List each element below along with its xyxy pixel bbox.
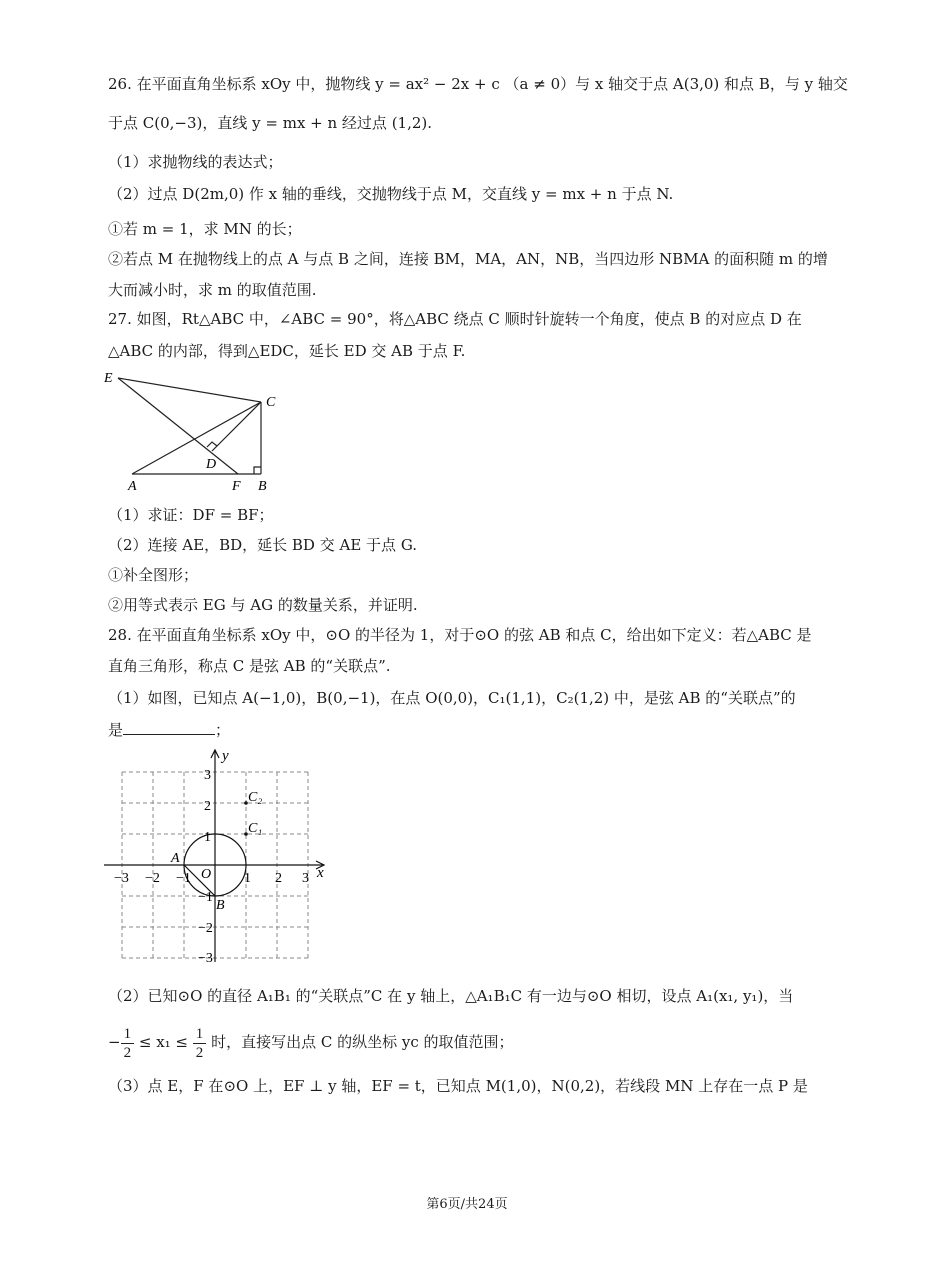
fraction-denominator: 2	[195, 1044, 204, 1061]
q28-part2-line2	[108, 1022, 514, 1062]
fraction-numerator: 1	[193, 1025, 207, 1044]
q28-part2-line1: （2）已知⊙O 的直径 A₁B₁ 的“关联点”C 在 y 轴上，△A₁B₁C 有一边与⊙O 相切，设点 A₁(x₁, y₁)，当	[108, 987, 794, 1005]
segment-DC	[212, 402, 261, 451]
label-D: D	[206, 457, 217, 472]
q26-part2a: ①若 m = 1，求 MN 的长；	[108, 220, 302, 238]
fraction-denominator: 2	[123, 1044, 132, 1061]
x-tick-label: 1	[244, 871, 251, 886]
label-E: E	[104, 371, 113, 386]
label-C: C	[266, 395, 276, 410]
segment-EC	[118, 378, 261, 402]
q28-part1-lead: 是	[108, 721, 124, 739]
x-tick-label: −2	[145, 871, 160, 886]
q26-stem-line1: 26. 在平面直角坐标系 xOy 中，抛物线 y = ax² − 2x + c （a ≠ 0）与 x 轴交于点 A(3,0) 和点 B，与 y 轴交	[108, 75, 848, 93]
q27-stem-line2: △ABC 的内部，得到△EDC，延长 ED 交 AB 于点 F.	[108, 342, 466, 360]
q28-coordinate-grid	[98, 748, 338, 970]
y-tick-label: −3	[198, 951, 213, 966]
q28-stem-line2: 直角三角形，称点 C 是弦 AB 的“关联点”.	[108, 657, 391, 675]
q27-figure	[100, 366, 300, 496]
q28-part1-line2	[108, 720, 230, 740]
fraction-half	[121, 1025, 135, 1062]
right-angle-D	[207, 442, 217, 447]
x-tick-label: 2	[275, 871, 282, 886]
right-angle-B	[254, 467, 261, 474]
q26-stem-line2: 于点 C(0,−3)，直线 y = mx + n 经过点 (1,2).	[108, 114, 433, 132]
y-axis-label: y	[222, 748, 229, 764]
y-tick-label: 2	[204, 799, 211, 814]
answer-blank[interactable]	[123, 720, 215, 735]
q27-part1: （1）求证：DF = BF；	[108, 506, 274, 524]
q27-part2b: ②用等式表示 EG 与 AG 的数量关系，并证明.	[108, 596, 418, 614]
y-tick-label: 3	[204, 768, 211, 783]
label-A: A	[128, 479, 137, 494]
minus-sign: −	[108, 1033, 121, 1051]
q26-part1: （1）求抛物线的表达式；	[108, 153, 283, 171]
q26-part2b-line2: 大而减小时，求 m 的取值范围.	[108, 281, 317, 299]
label-F: F	[232, 479, 241, 494]
segment-EF	[118, 378, 238, 474]
point-C1-label: C₁	[248, 821, 263, 836]
q28-part1-end: ；	[215, 721, 231, 739]
x-tick-label: 3	[302, 871, 309, 886]
segment-AC	[132, 402, 261, 474]
point-B-label: B	[216, 898, 225, 913]
y-tick-label: −2	[198, 921, 213, 936]
q27-part2: （2）连接 AE，BD，延长 BD 交 AE 于点 G.	[108, 536, 418, 554]
page-footer: 第6页/共24页	[426, 1197, 508, 1212]
x1-inequality: ≤ x₁ ≤	[138, 1033, 189, 1051]
q27-part2a: ①补全图形；	[108, 566, 199, 584]
q27-stem-line1: 27. 如图，Rt△ABC 中，∠ABC = 90°，将△ABC 绕点 C 顺时针旋转一个角度，使点 B 的对应点 D 在	[108, 310, 802, 328]
q28-part3: （3）点 E，F 在⊙O 上，EF ⊥ y 轴，EF = t，已知点 M(1,0)，N(0,2)，若线段 MN 上存在一点 P 是	[108, 1077, 808, 1095]
origin-label: O	[201, 867, 212, 882]
q28-part2-tail: 时，直接写出点 C 的纵坐标 yc 的取值范围；	[211, 1033, 514, 1051]
q28-part1-line1: （1）如图，已知点 A(−1,0)，B(0,−1)，在点 O(0,0)，C₁(1,1)，C₂(1,2) 中，是弦 AB 的“关联点”的	[108, 689, 796, 707]
x-axis-label: x	[317, 865, 324, 881]
q28-stem-line1: 28. 在平面直角坐标系 xOy 中，⊙O 的半径为 1，对于⊙O 的弦 AB 和点 C，给出如下定义：若△ABC 是	[108, 626, 812, 644]
y-tick-label: −1	[198, 890, 213, 905]
q26-part2: （2）过点 D(2m,0) 作 x 轴的垂线，交抛物线于点 M，交直线 y = mx + n 于点 N.	[108, 185, 674, 203]
point-A-label: A	[171, 851, 180, 866]
q26-part2b-line1: ②若点 M 在抛物线上的点 A 与点 B 之间，连接 BM，MA，AN，NB，当四边形 NBMA 的面积随 m 的增	[108, 250, 828, 268]
point-C2-label: C₂	[248, 790, 263, 805]
y-tick-label: 1	[204, 830, 211, 845]
fraction-numerator: 1	[121, 1025, 135, 1044]
fraction-half	[193, 1025, 207, 1062]
x-tick-label: −1	[176, 871, 191, 886]
x-tick-label: −3	[114, 871, 129, 886]
label-B: B	[258, 479, 267, 494]
